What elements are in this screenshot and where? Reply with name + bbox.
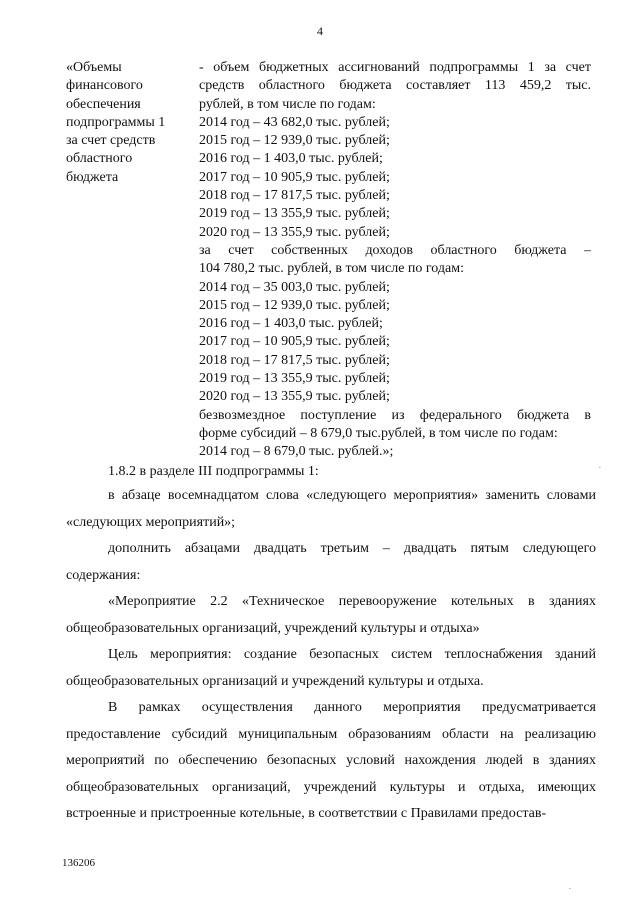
section-heading: 1.8.2 в разделе III подпрограммы 1: xyxy=(108,464,319,479)
federal-line: 2014 год – 8 679,0 тыс. рублей.»; xyxy=(199,444,394,460)
federal-line: безвозмездное поступление из федерального бюджета в xyxy=(199,407,591,423)
year-line: 2015 год – 12 939,0 тыс. рублей; xyxy=(199,133,390,149)
form-label-line: за счет средств xyxy=(66,133,156,149)
paragraph: «Мероприятие 2.2 «Техническое перевооружение котельных в зданиях общеобразовательных организаций, учреждений культуры и отдыха» xyxy=(66,594,596,636)
own-income-line: 104 780,2 тыс. рублей, в том числе по годам: xyxy=(199,261,464,277)
year-line: 2015 год – 12 939,0 тыс. рублей; xyxy=(199,297,390,313)
form-label xyxy=(66,59,184,187)
own-income-line: за счет собственных доходов областного бюджета – xyxy=(199,242,591,258)
year-line: 2014 год – 35 003,0 тыс. рублей; xyxy=(199,279,390,295)
intro-line: - объем бюджетных ассигнований подпрограммы 1 за счет xyxy=(199,60,591,75)
form-label-line: областного xyxy=(66,151,133,167)
federal-line: форме субсидий – 8 679,0 тыс.рублей, в том числе по годам: xyxy=(199,425,558,441)
year-line: 2017 год – 10 905,9 тыс. рублей; xyxy=(199,169,390,185)
body-text xyxy=(66,461,596,828)
year-line: 2018 год – 17 817,5 тыс. рублей; xyxy=(199,188,390,204)
paragraph: в абзаце восемнадцатом слова «следующего мероприятия» заменить словами «следующих мероприятий»; xyxy=(66,488,596,530)
year-line: 2014 год – 43 682,0 тыс. рублей; xyxy=(199,114,390,130)
funding-description xyxy=(199,59,591,462)
scan-mark: · xyxy=(598,462,602,474)
year-line: 2019 год – 13 355,9 тыс. рублей; xyxy=(199,206,390,222)
scan-mark: · xyxy=(568,883,572,895)
paragraph: В рамках осуществления данного мероприятия предусматривается предоставление субсидий муниципальным образованиям области на реализацию мероприятий по обеспечению безопасных условий нахождения людей в зданиях общеобразовательных организаций, учреждений культуры и отдыха, имеющих встроенные и пристроенные котельные, в соответствии с Правилами предостав- xyxy=(66,700,596,821)
paragraph: Цель мероприятия: создание безопасных систем теплоснабжения зданий общеобразовательных организаций и учреждений культуры и отдыха. xyxy=(66,647,596,689)
form-label-line: подпрограммы 1 xyxy=(66,114,166,130)
paragraph: дополнить абзацами двадцать третьим – двадцать пятым следующего содержания: xyxy=(66,541,596,583)
year-line: 2016 год – 1 403,0 тыс. рублей; xyxy=(199,316,383,332)
year-line: 2020 год – 13 355,9 тыс. рублей; xyxy=(199,389,390,405)
document-code: 136206 xyxy=(62,857,95,869)
form-label-line: «Объемы xyxy=(66,60,122,75)
year-line: 2017 год – 10 905,9 тыс. рублей; xyxy=(199,334,390,350)
intro-line: средств областного бюджета составляет 113 459,2 тыс. xyxy=(199,78,591,94)
form-label-line: бюджета xyxy=(66,169,119,185)
intro-line: рублей, в том числе по годам: xyxy=(199,96,376,112)
year-line: 2018 год – 17 817,5 тыс. рублей; xyxy=(199,352,390,368)
year-line: 2016 год – 1 403,0 тыс. рублей; xyxy=(199,151,383,167)
form-label-line: обеспечения xyxy=(66,96,141,112)
year-line: 2019 год – 13 355,9 тыс. рублей; xyxy=(199,371,390,387)
form-label-line: финансового xyxy=(66,78,143,94)
page-number: 4 xyxy=(317,24,323,38)
year-line: 2020 год – 13 355,9 тыс. рублей; xyxy=(199,224,390,240)
